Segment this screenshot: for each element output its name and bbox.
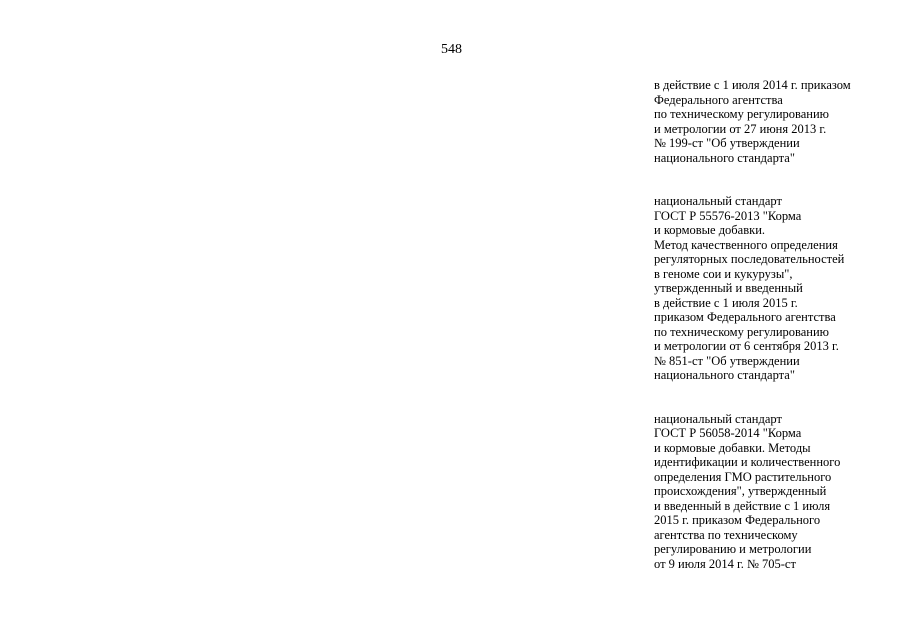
- text-line: происхождения", утвержденный: [654, 484, 827, 498]
- text-line: Метод качественного определения: [654, 237, 838, 252]
- text-line: № 851-ст "Об утверждении: [654, 353, 800, 368]
- text-line: национальный стандарт: [654, 194, 782, 208]
- text-line: в действие с 1 июля 2015 г.: [654, 295, 798, 310]
- text-line: агентства по техническому: [654, 527, 798, 542]
- text-line: 2015 г. приказом Федерального: [654, 513, 821, 527]
- page-number: 548: [441, 42, 462, 57]
- text-line: приказом Федерального агентства: [654, 310, 836, 324]
- text-line: национальный стандарт: [654, 411, 782, 426]
- text-line: регуляторных последовательностей: [654, 252, 845, 266]
- text-line: регулированию и метрологии: [654, 542, 812, 556]
- text-line: национального стандарта": [654, 368, 795, 382]
- text-line: ГОСТ Р 55576-2013 "Корма: [654, 208, 802, 223]
- text-line: ГОСТ Р 56058-2014 "Корма: [654, 426, 802, 440]
- text-line: определения ГМО растительного: [654, 469, 832, 484]
- text-line: № 199-ст "Об утверждении: [654, 136, 800, 150]
- text-block-2: [654, 194, 894, 383]
- text-line: в действие с 1 июля 2014 г. приказом: [654, 78, 851, 92]
- text-block-3: [654, 412, 894, 572]
- text-line: и кормовые добавки.: [654, 223, 766, 237]
- text-line: утвержденный и введенный: [654, 281, 803, 295]
- text-line: Федерального агентства: [654, 92, 783, 107]
- text-line: национального стандарта": [654, 150, 795, 165]
- text-line: и метрологии от 27 июня 2013 г.: [654, 121, 827, 136]
- text-line: от 9 июля 2014 г. № 705-ст: [654, 556, 796, 571]
- text-block-1: [654, 78, 894, 165]
- text-line: идентификации и количественного: [654, 455, 841, 469]
- text-line: в геноме сои и кукурузы",: [654, 266, 793, 281]
- document-text-column: [654, 78, 894, 600]
- text-line: по техническому регулированию: [654, 324, 830, 339]
- text-line: и введенный в действие с 1 июля: [654, 498, 831, 513]
- text-line: по техническому регулированию: [654, 107, 830, 121]
- text-line: и кормовые добавки. Методы: [654, 440, 811, 455]
- text-line: и метрологии от 6 сентября 2013 г.: [654, 339, 839, 353]
